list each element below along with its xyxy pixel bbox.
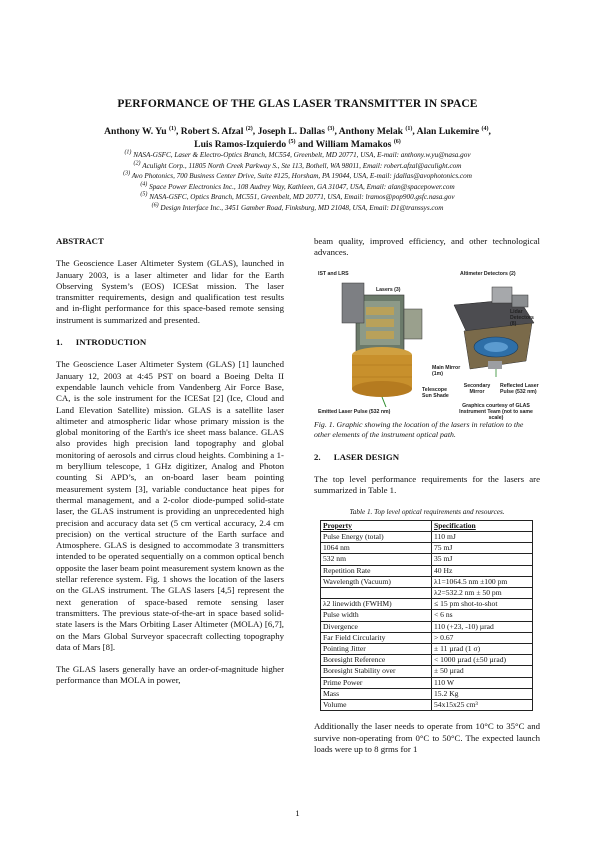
label-graphics-courtesy: Graphics courtesy of GLAS Instrument Team (not to same scale) bbox=[459, 402, 533, 421]
author-separator: , bbox=[334, 126, 339, 137]
author-affiliation-mark: (5) bbox=[288, 138, 296, 145]
table-cell: 54x15x25 cm³ bbox=[432, 700, 533, 711]
continued-paragraph: beam quality, improved efficiency, and other technological advances. bbox=[314, 236, 540, 258]
table-cell: < 1000 µrad (±50 µrad) bbox=[432, 655, 533, 666]
introduction-paragraph-1: The Geoscience Laser Altimeter System (GLAS) [1] launched January 12, 2003 at 4:45 PST on board a Boeing Delta II expendable launch vehicle from Vandenberg Air Force Base, CA, is the sole instrument for the ICESat [2] (Ice, Cloud and Land Elevation Satellite) mission. GLAS is a satellite laser altimeter and atmospheric lidar whose primary mission is the global monitoring of the Earth's ice sheet mass balance. GLAS also provides high precision land topography and global monitoring of aerosols and cirrus cloud heights. Combining a 1-m beryllium telescope, 1 GHz digitizer, Analog and Photon counting Si APD’s, an on-board laser beam pointing measurement system [3], variable conductance heat pipes for thermal management, and a 2-color diode-pumped solid-state laser, the GLAS instrument is providing an unprecedented high precision and accuracy data set (5 cm vertical accuracy, 2.4 cm precision) on the vertical structure of the Earth surface and Atmosphere. GLAS is designed to accommodate 3 transmitters intended to be operated sequentially on a common optical bench opposite the laser beam point measurement system known as the stellar reference system. Fig. 1 shows the location of the lasers on the GLAS instrument. The GLAS lasers [4,5] represent the next generation of space-based remote sensing laser transmitters. The previous state-of-the-art in space based solid-state lasers is the Mars Orbiting Laser Altimeter (MOLA) [6,7], on the Mars Global Surveyor spacecraft collecting topography data of Mars [8]. bbox=[56, 359, 284, 652]
author-affiliation-mark: (1) bbox=[405, 125, 413, 132]
label-secondary-mirror: Secondary Mirror bbox=[463, 382, 491, 395]
table-cell: 110 W bbox=[432, 677, 533, 688]
author-name: Anthony W. Yu bbox=[104, 126, 167, 137]
table-cell bbox=[321, 588, 432, 599]
table-header-cell: Specification bbox=[432, 520, 533, 531]
author-separator: , bbox=[412, 126, 417, 137]
table-row bbox=[321, 666, 533, 677]
affiliation-line bbox=[40, 171, 555, 182]
table-cell: 35 mJ bbox=[432, 554, 533, 565]
author-affiliation-mark: (3) bbox=[327, 125, 335, 132]
page-number: 1 bbox=[295, 808, 300, 818]
table-cell: Mass bbox=[321, 688, 432, 699]
table-cell: < 6 ns bbox=[432, 610, 533, 621]
author-affiliation-mark: (1) bbox=[168, 125, 176, 132]
affiliation-mark: (6) bbox=[151, 202, 159, 209]
introduction-paragraph-2: The GLAS lasers generally have an order-of-magnitude higher performance than MOLA in power, bbox=[56, 664, 284, 686]
table-cell: Far Field Circularity bbox=[321, 632, 432, 643]
label-ist-lrs: IST and LRS bbox=[318, 270, 349, 277]
affiliation-text: Space Power Electronics Inc., 108 Audrey Way, Kathleen, GA 31047, USA, Email: alan@spacepower.com bbox=[149, 182, 455, 191]
table-cell: Volume bbox=[321, 700, 432, 711]
affiliation-text: Avo Photonics, 700 Business Center Drive, Suite #125, Horsham, PA 19044, USA, E-mail: jdallas@avophotonics.com bbox=[131, 172, 472, 181]
label-telescope-sun-shade: Telescope Sun Shade bbox=[422, 386, 449, 399]
table-cell: 110 mJ bbox=[432, 531, 533, 542]
author-name: Alan Lukemire bbox=[416, 126, 480, 137]
author-name: Anthony Melak bbox=[338, 126, 403, 137]
requirements-table bbox=[320, 520, 533, 711]
table-row bbox=[321, 655, 533, 666]
author-separator: , bbox=[252, 126, 258, 137]
table-row bbox=[321, 621, 533, 632]
affiliation-line bbox=[40, 182, 555, 193]
affiliation-text: Design Interface Inc., 3451 Gamber Road, Finksburg, MD 21048, USA, Email: D1@transsys.com bbox=[160, 203, 444, 212]
table-row bbox=[321, 543, 533, 554]
affiliation-line bbox=[40, 150, 555, 161]
table-caption: Table 1. Top level optical requirements and resources. bbox=[349, 508, 505, 517]
table-row bbox=[321, 599, 533, 610]
affiliation-mark: (5) bbox=[140, 191, 148, 198]
table-cell: 75 mJ bbox=[432, 543, 533, 554]
label-main-mirror: Main Mirror (1m) bbox=[432, 364, 461, 377]
label-emitted-pulse: Emitted Laser Pulse (532 nm) bbox=[318, 408, 391, 415]
left-column bbox=[56, 236, 284, 698]
table-row bbox=[321, 632, 533, 643]
author-affiliation-mark: (2) bbox=[245, 125, 253, 132]
table-cell: Prime Power bbox=[321, 677, 432, 688]
author-separator: , bbox=[175, 126, 181, 137]
table-row bbox=[321, 588, 533, 599]
table-cell: Boresight Reference bbox=[321, 655, 432, 666]
laser-design-paragraph-2: Additionally the laser needs to operate from 10°C to 35°C and survive non-operating from 0°C to 50°C. The expected launch loads were up to 8 grms for 1 bbox=[314, 721, 540, 754]
right-column bbox=[314, 236, 540, 766]
introduction-heading: 1. INTRODUCTION bbox=[56, 337, 147, 348]
author-list bbox=[60, 126, 535, 151]
table-cell: 110 (+23, -10) µrad bbox=[432, 621, 533, 632]
table-cell: > 0.67 bbox=[432, 632, 533, 643]
table-cell: 40 Hz bbox=[432, 565, 533, 576]
author-affiliation-mark: (4) bbox=[481, 125, 489, 132]
author-separator: and bbox=[295, 138, 316, 150]
laser-design-heading: 2. LASER DESIGN bbox=[314, 451, 400, 462]
table-cell: Wavelength (Vacuum) bbox=[321, 576, 432, 587]
table-row bbox=[321, 677, 533, 688]
affiliation-text: Aculight Corp., 11805 North Creek Parkway S., Ste 113, Bothell, WA 98011, Email: robert.afzal@aculight.com bbox=[142, 161, 462, 170]
affiliation-line bbox=[40, 192, 555, 203]
table-row bbox=[321, 700, 533, 711]
table-header-row bbox=[321, 520, 533, 531]
affiliation-text: NASA-GSFC, Laser & Electro-Optics Branch, MC554, Greenbelt, MD 20771, USA, E-mail: anthony.w.yu@nasa.gov bbox=[133, 151, 471, 159]
affiliation-mark: (3) bbox=[123, 170, 131, 177]
affiliation-line bbox=[40, 203, 555, 214]
author-affiliation-mark: (6) bbox=[393, 138, 401, 145]
table-cell: λ2 linewidth (FWHM) bbox=[321, 599, 432, 610]
table-row bbox=[321, 531, 533, 542]
table-cell: ≤ 15 pm shot-to-shot bbox=[432, 599, 533, 610]
affiliation-line bbox=[40, 161, 555, 172]
affiliation-text: NASA-GSFC, Optics Branch, MC551, Greenbelt, MD 20771, USA, Email: lramos@pop900.gsfc.nasa.gov bbox=[149, 193, 455, 202]
table-cell: Repetition Rate bbox=[321, 565, 432, 576]
label-lasers: Lasers (3) bbox=[376, 286, 401, 293]
table-cell: Pulse Energy (total) bbox=[321, 531, 432, 542]
affiliation-mark: (4) bbox=[140, 181, 148, 188]
table-cell: 15.2 Kg bbox=[432, 688, 533, 699]
table-cell: Divergence bbox=[321, 621, 432, 632]
table-row bbox=[321, 576, 533, 587]
table-row bbox=[321, 644, 533, 655]
table-cell: Pointing Jitter bbox=[321, 644, 432, 655]
table-cell: 1064 nm bbox=[321, 543, 432, 554]
abstract-text: The Geoscience Laser Altimeter System (GLAS), launched in January 2003, is a laser altimeter and lidar for the Earth Observing System’s (EOS) ICESat mission. The laser transmitter requirements, design and qualification test results and in-flight performance for this space-based remote sensing instrument is summarized and presented. bbox=[56, 258, 284, 325]
author-name: Robert S. Afzal bbox=[180, 126, 244, 137]
table-cell: λ2=532.2 nm ± 50 pm bbox=[432, 588, 533, 599]
table-row bbox=[321, 610, 533, 621]
author-name: Joseph L. Dallas bbox=[257, 126, 326, 137]
table-cell: Pulse width bbox=[321, 610, 432, 621]
label-reflected-pulse: Reflected Laser Pulse (532 nm) bbox=[500, 382, 539, 395]
table-header-cell: Property bbox=[321, 520, 432, 531]
label-altimeter-detectors: Altimeter Detectors (2) bbox=[460, 270, 516, 277]
table-row bbox=[321, 554, 533, 565]
table-cell: ± 11 µrad (1 σ) bbox=[432, 644, 533, 655]
table-cell: ± 50 µrad bbox=[432, 666, 533, 677]
table-cell: Boresight Stability over bbox=[321, 666, 432, 677]
label-lidar-detectors: Lidar Detectors (8) bbox=[510, 308, 534, 327]
laser-design-paragraph-1: The top level performance requirements for the lasers are summarized in Table 1. bbox=[314, 473, 540, 496]
figure-caption: Fig. 1. Graphic showing the location of the lasers in relation to the other elements of the instrument optical path. bbox=[314, 419, 524, 439]
author-separator: , bbox=[488, 126, 491, 137]
table-cell: λ1=1064.5 nm ±100 pm bbox=[432, 576, 533, 587]
table-cell: 532 nm bbox=[321, 554, 432, 565]
affiliation-mark: (1) bbox=[124, 149, 132, 156]
table-row bbox=[321, 565, 533, 576]
paper-title: PERFORMANCE OF THE GLAS LASER TRANSMITTER IN SPACE bbox=[117, 98, 478, 110]
affiliation-mark: (2) bbox=[133, 160, 141, 167]
author-name: William Mamakos bbox=[315, 138, 392, 150]
instrument-figure bbox=[314, 265, 540, 421]
table-row bbox=[321, 688, 533, 699]
abstract-heading: ABSTRACT bbox=[56, 236, 104, 246]
author-name: Luis Ramos-Izquierdo bbox=[194, 138, 287, 150]
affiliation-list bbox=[40, 150, 555, 214]
